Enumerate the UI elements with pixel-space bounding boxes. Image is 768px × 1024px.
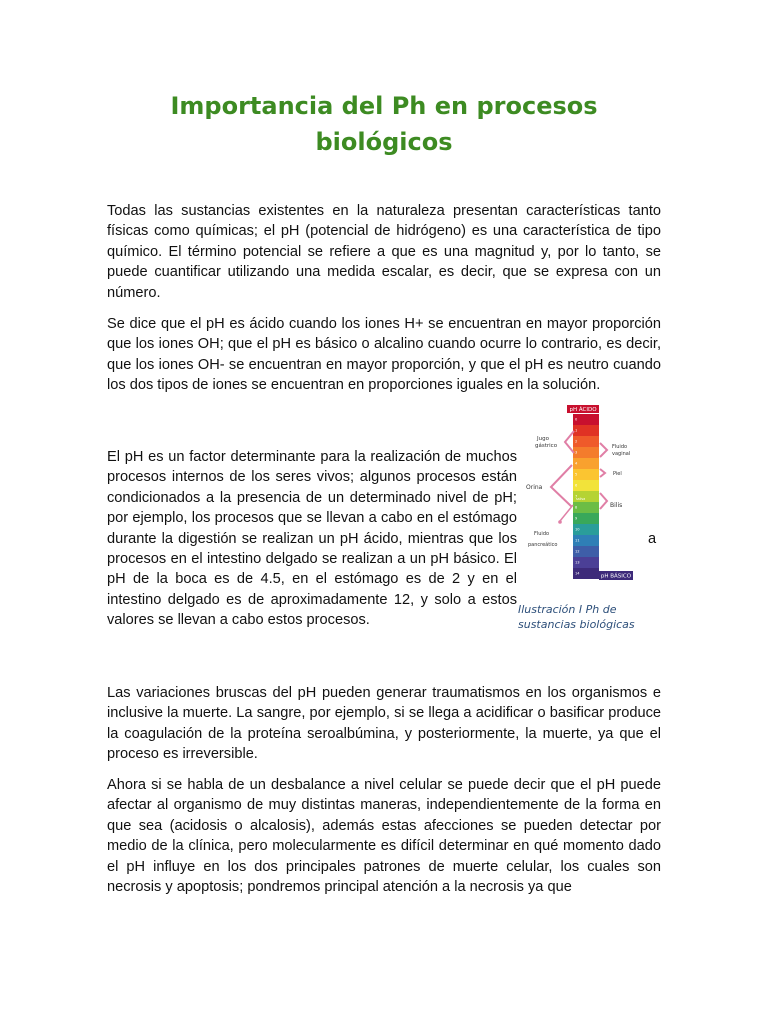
ph-scale-value: 3 <box>575 450 578 455</box>
ph-scale-value: 9 <box>575 516 578 521</box>
paragraph-ph-processes: El pH es un factor determinante para la realización de muchos procesos internos de los seres vivos; algunos procesos están condicionados a la presencia de un determinado nivel de pH; por ejemplo, los procesos que se llevan a cabo en el estómago durante la digestión se realizan un pH ácido, mientras que los procesos en el intestino delgado se realizan a un pH básico. El pH de la boca es de 4.5, en el estómago es de 2 y en el intestino delgado es de aproximadamente 12, y solo a estos valores se llevan a cabo estos procesos. <box>107 449 517 629</box>
bile-bracket-icon <box>600 493 607 509</box>
ph-scale-value: 14 <box>575 571 580 576</box>
ph-scale-value: 6 <box>575 483 578 488</box>
label-saliva: saliva <box>576 497 586 501</box>
ph-acid-label: pH ÁCIDO <box>569 407 597 414</box>
label-fluido-pancreatico: Fluido <box>534 531 550 537</box>
ph-scale-value: 12 <box>575 549 580 554</box>
skin-bracket-icon <box>600 469 605 477</box>
figure-caption: Ilustración I Ph de sustancias biológicas <box>518 603 635 631</box>
paragraph-cellular: Ahora si se habla de un desbalance a nivel celular se puede decir que el pH puede afectar al organismo de muy distintas maneras, independientemente de la forma en que sea (acidosis o alcalosis), además estas afecciones se pueden detectar por medio de la clínica, pero molecularmente es difícil determinar en qué momento dado el pH influye en los dos principales patrones de muerte celular, los cuales son necrosis y apoptosis; pondremos principal atención a la necrosis ya que <box>107 777 661 896</box>
paragraph-acid-base: Se dice que el pH es ácido cuando los iones H+ se encuentran en mayor proporción que los iones OH; que el pH es básico o alcalino cuando ocurre lo contrario, es decir, que los iones OH- se encuentran en mayor proporción, y que el pH es neutro cuando los dos tipos de iones se encuentran en proporciones iguales en la solución. <box>107 316 661 394</box>
ph-scale-value: 2 <box>575 439 578 444</box>
label-jugo-gastrico: Jugo <box>537 436 549 442</box>
ph-scale-figure <box>517 403 643 585</box>
label-bilis: Bilis <box>610 502 623 509</box>
ph-scale-value: 1 <box>575 428 578 433</box>
ph-scale-value: 13 <box>575 560 580 565</box>
svg-text:gástrico: gástrico <box>535 443 558 449</box>
pancreatic-arrow-icon <box>560 505 573 521</box>
label-fluido-vaginal: Fluido <box>612 444 628 450</box>
paragraph-wrap-word: a <box>648 531 657 547</box>
svg-text:pancreático: pancreático <box>528 542 558 548</box>
ph-scale-value: 8 <box>575 505 578 510</box>
ph-scale-value: 10 <box>575 527 580 532</box>
paragraph-intro: Todas las sustancias existentes en la naturaleza presentan características tanto físicas como químicas; el pH (potencial de hidrógeno) es una característica de tipo químico. El término potencial se refiere a que es una magnitud y, por lo tanto, se puede cuantificar utilizando una medida escalar, es decir, que se expresa con un número. <box>107 203 661 301</box>
vaginal-bracket-icon <box>600 443 607 457</box>
label-piel: Piel <box>613 471 622 477</box>
paragraph-variations: Las variaciones bruscas del pH pueden generar traumatismos en los organismos e inclusive la muerte. La sangre, por ejemplo, si se llega a acidificar o basificar produce la coagulación de la proteína seroalbúmina, y posteriormente, la muerte, ya que el proceso es irreversible. <box>107 685 661 763</box>
ph-scale-value: 11 <box>575 538 580 543</box>
page-title: Importancia del Ph en procesos biológicos <box>170 92 598 156</box>
ph-scale-value: 5 <box>575 472 578 477</box>
label-orina: Orina <box>526 484 543 491</box>
ph-scale-value: 4 <box>575 461 578 466</box>
ph-scale-value: 0 <box>575 417 578 422</box>
svg-text:vaginal: vaginal <box>612 451 631 457</box>
urine-bracket-icon <box>551 465 572 507</box>
gastric-bracket-icon <box>565 431 574 453</box>
ph-basic-label: pH BÁSICO <box>600 573 632 580</box>
ph-scale-value: 7 <box>575 494 578 499</box>
